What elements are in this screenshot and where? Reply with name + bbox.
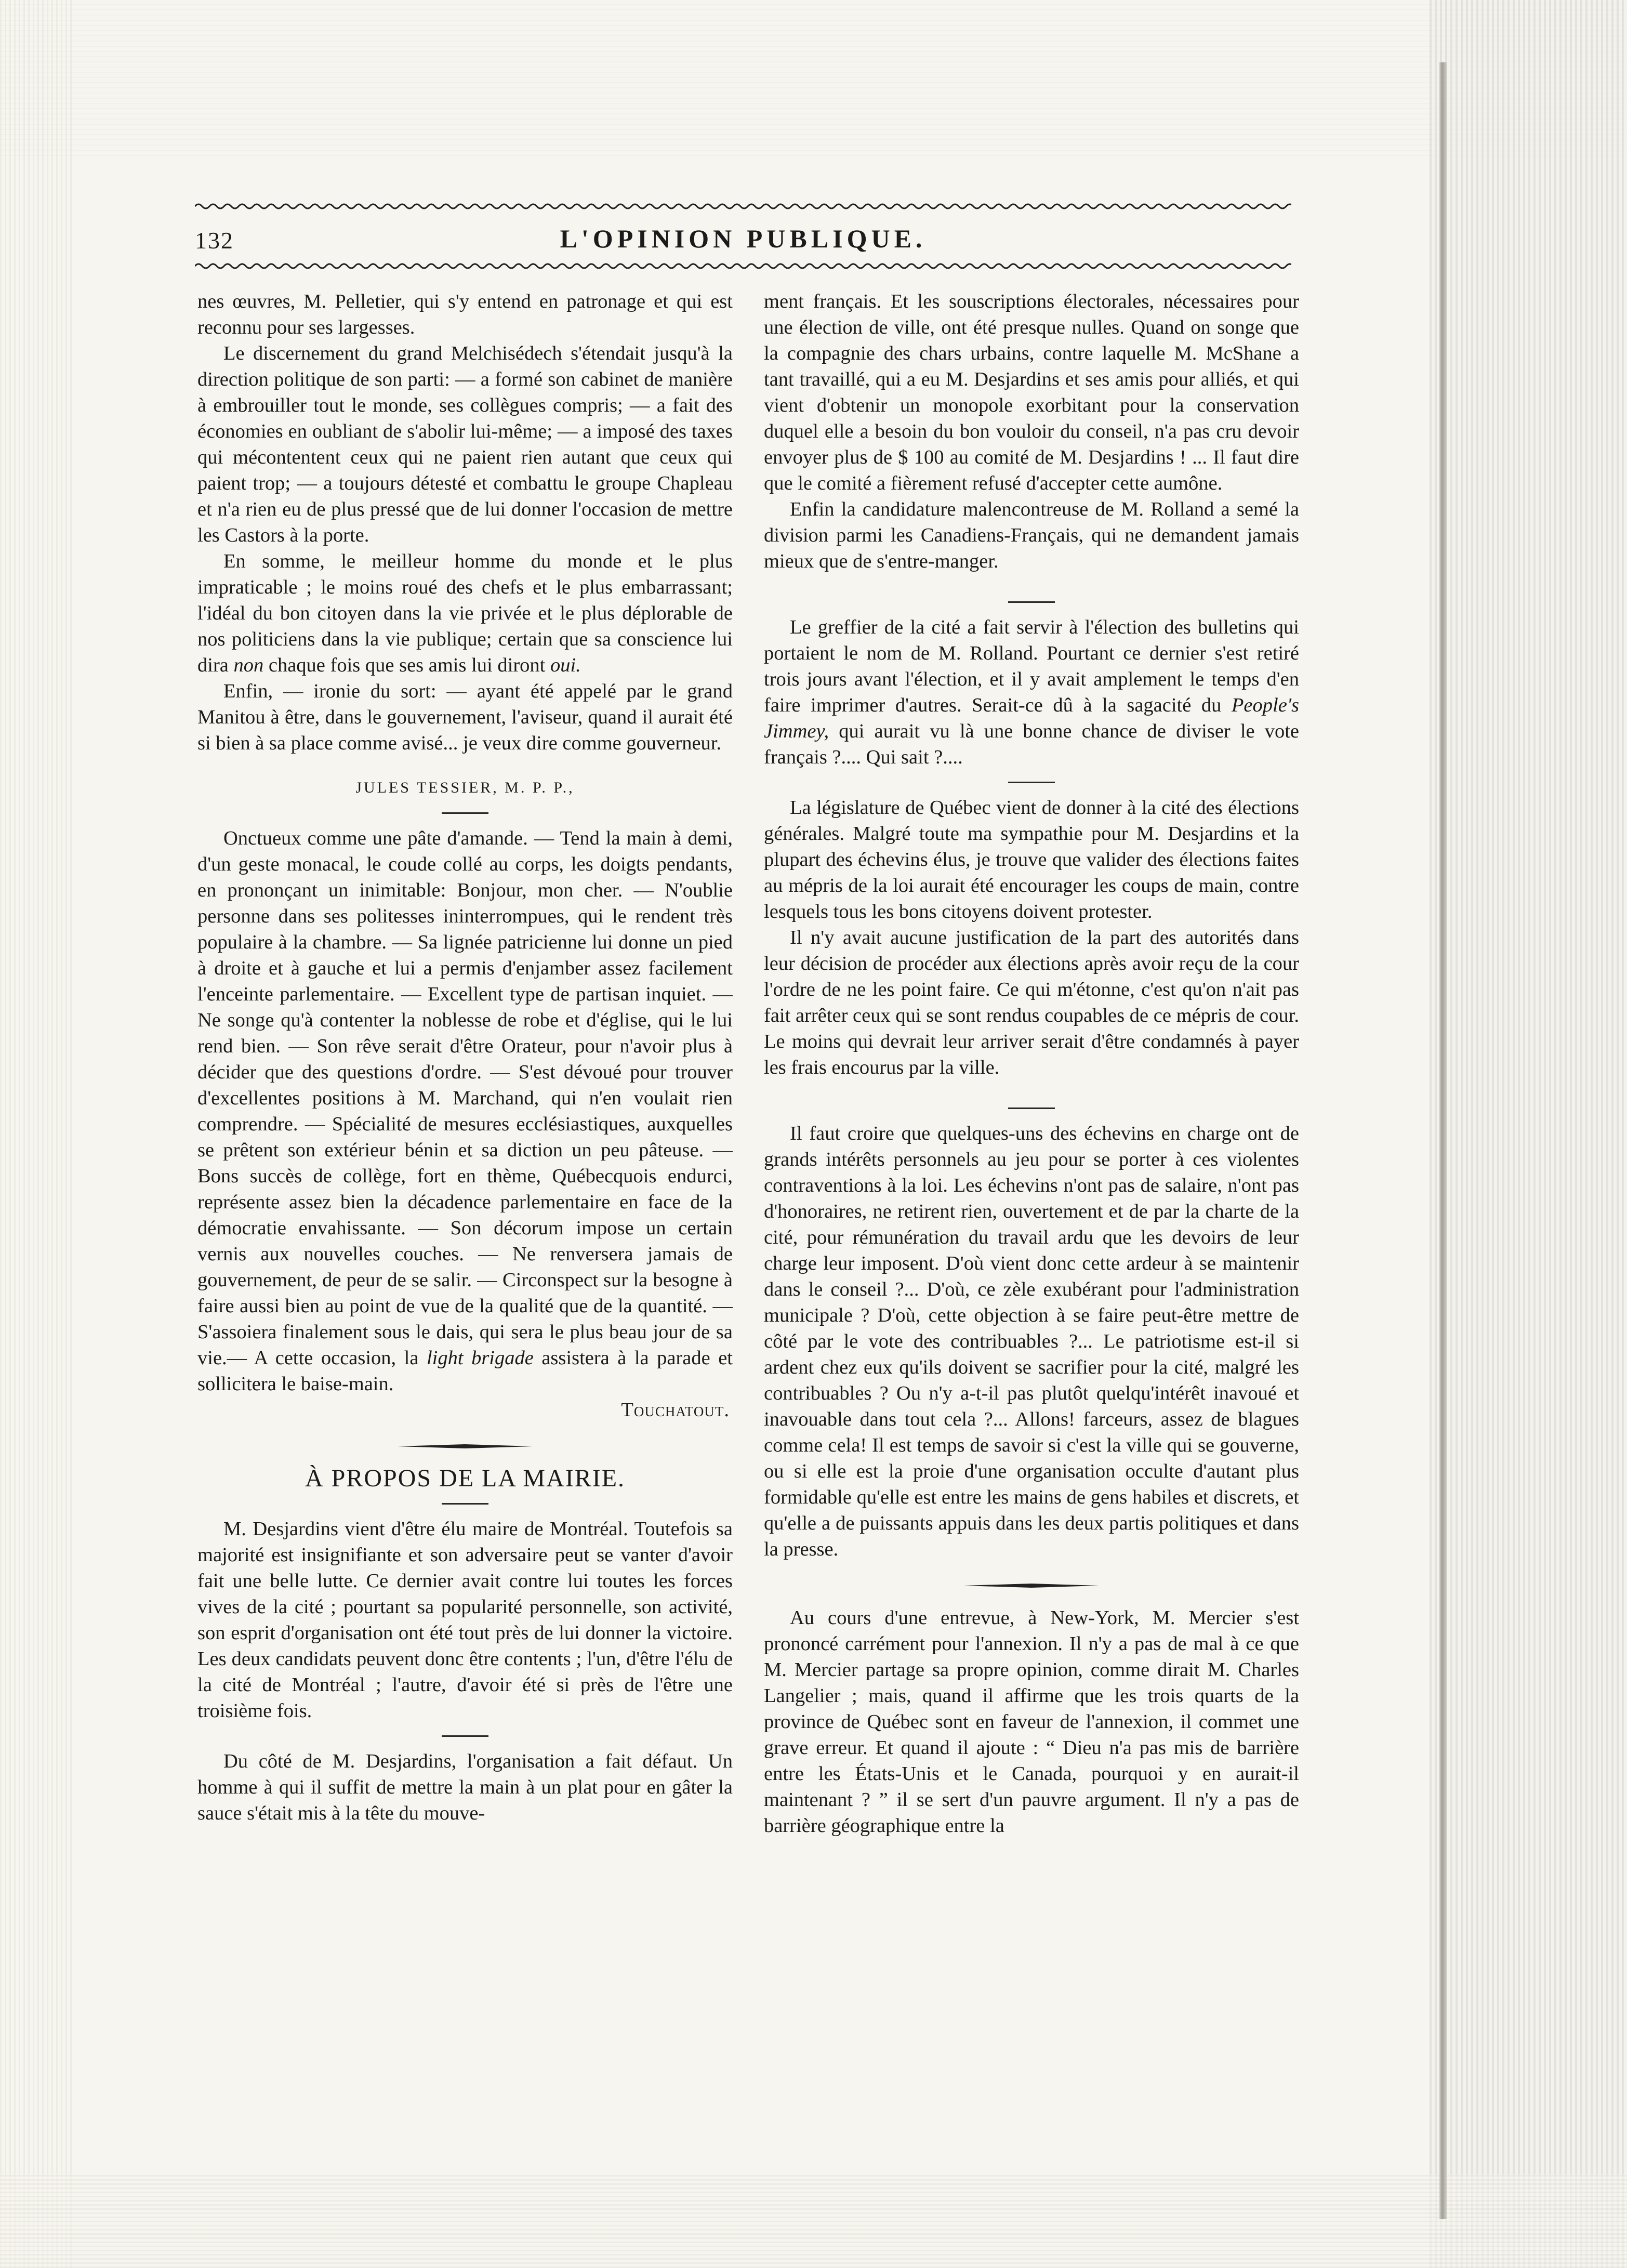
paragraph: ment français. Et les souscriptions électorales, nécessaires pour une élection de ville, ont été presque nulles. Quand on songe que la compagnie des chars urbains, contre laquelle M. McShane a tant travaillé, qui a eu M. Desjardins et ses amis pour alliés, et qui vient d'obtenir un monopole exorbitant pour la conservation duquel elle a besoin du bon vouloir du conseil, n'a pas cru devoir envoyer plus de $ 100 au comité de M. Desjardins ! ... Il faut dire que le comité a fièrement refusé d'accepter cette aumône. xyxy=(764,291,1299,494)
paragraph: Le discernement du grand Melchisédech s'étendait jusqu'à la direction politique de son parti: — a formé son cabinet de manière à embrouiller tout le monde, ses collègues compris; — a fait des économies en oubliant de s'abolir lui-même; — a imposé des taxes qui mécontentent ceux qui ne paient rien autant que ceux qui paient trop; — a toujours détesté et combattu le groupe Chapleau et n'a rien eu de plus pressé que de lui donner l'occasion de mettre les Castors à la porte. xyxy=(197,342,733,546)
short-rule xyxy=(442,1735,488,1737)
paragraph: En somme, le meilleur homme du monde et le plus impraticable ; le moins roué des chefs et le plus embarrassant; l'idéal du bon citoyen dans la vie privée et le plus déplorable de nos politiciens dans la vie publique; certain que sa conscience lui dira non chaque fois que ses amis lui diront oui. xyxy=(197,550,733,676)
paragraph: La législature de Québec vient de donner à la cité des élections générales. Malgré toute ma sympathie pour M. Desjardins et la plupart des échevins élus, je trouve que valider des élections faites au mépris de la loi aurait été encourager les coups de main, contre lesquels tous les bons citoyens doivent protester. xyxy=(764,797,1299,922)
paragraph: Il n'y avait aucune justification de la part des autorités dans leur décision de procéder aux élections après avoir reçu de la cour l'ordre de ne les point faire. Ce qui m'étonne, c'est qu'on n'ait pas fait arrêter ceux qui se sont rendus coupables de ce mépris de cour. Le moins qui devrait leur arriver serait d'être condamnés à payer les frais encourus par la ville. xyxy=(764,927,1299,1078)
paragraph: Au cours d'une entrevue, à New-York, M. Mercier s'est prononcé carrément pour l'annexion. Il n'y a pas de mal à ce que M. Mercier partage sa propre opinion, comme dirait M. Charles Langelier ; mais, quand il affirme que les trois quarts de la province de Québec sont en faveur de l'annexion, il commet une grave erreur. Et quand il ajoute : “ Dieu n'a pas mis de barrière entre les États-Unis et le Canada, pourquoi y en aurait-il maintenant ? ” il se sert d'un pauvre argument. Il n'y a pas de barrière géographique entre la xyxy=(764,1607,1299,1837)
short-rule xyxy=(442,812,488,814)
paragraph: Du côté de M. Desjardins, l'organisation a fait défaut. Un homme à qui il suffit de mettre la main à un plat pour en gâter la sauce s'était mis à la tête du mouve- xyxy=(197,1750,733,1824)
short-rule xyxy=(1008,782,1055,783)
article-byline: JULES TESSIER, M. P. P., xyxy=(355,779,575,796)
paragraph: Enfin la candidature malencontreuse de M. Rolland a semé la division parmi les Canadiens-Français, qui ne demandent jamais mieux que de s'entre-manger. xyxy=(764,498,1299,572)
italic-word: non xyxy=(233,654,264,676)
left-column xyxy=(197,288,733,1826)
bottom-wavy-rule xyxy=(195,260,1291,272)
ornament-divider xyxy=(398,1443,533,1450)
paragraph: Il faut croire que quelques-uns des échevins en charge ont de grands intérêts personnels au jeu pour se porter à ces violentes contraventions à la loi. Les échevins n'ont pas de salaire, n'ont pas d'honoraires, ne retirent rien, ouvertement et de par la charte de la cité, pour rémunération du travail ardu que les devoirs de leur charge leur imposent. D'où vient donc cette ardeur à se maintenir dans le conseil ?... D'où, ce zèle exubérant pour l'administration municipale ? D'où, cette objection à se faire peut-être mettre de côté par le vote des contribuables ?... Le patriotisme est-il si ardent chez eux qu'ils doivent se sacrifier pour la cité, malgré les contribuables ? Ou n'y a-t-il pas plutôt quelqu'intérêt inavoué et inavouable dans tout cela ?... Allons! farceurs, assez de blagues comme cela! Il est temps de savoir si c'est la ville qui se gouverne, ou si elle est la proie d'une organisation occulte d'autant plus formidable qu'elle est entre les mains de gens habiles et discrets, et qu'elle a de puissants appuis dans les deux partis politiques et dans la presse. xyxy=(764,1123,1299,1560)
ornament-divider xyxy=(964,1582,1099,1589)
short-rule xyxy=(442,1503,488,1505)
paragraph: M. Desjardins vient d'être élu maire de Montréal. Toutefois sa majorité est insignifiante et son adversaire peut se vanter d'avoir fait une belle lutte. Ce dernier avait contre lui toutes les forces vives de la cité ; pourtant sa popularité personnelle, son activité, son esprit d'organisation ont été tout près de lui donner la victoire. Les deux candidats peuvent donc être contents ; l'un, d'être l'élu de la cité de Montréal ; l'autre, d'avoir été si près de l'être une troisième fois. xyxy=(197,1518,733,1722)
italic-phrase: light brigade xyxy=(426,1347,534,1369)
italic-word: oui. xyxy=(550,654,581,676)
top-wavy-rule xyxy=(195,200,1291,213)
scan-noise-bottom xyxy=(0,2174,1627,2268)
paragraph: nes œuvres, M. Pelletier, qui s'y entend en patronage et qui est reconnu pour ses largesses. xyxy=(197,291,733,338)
paragraph: Enfin, — ironie du sort: — ayant été appelé par le grand Manitou à être, dans le gouvernement, l'aviseur, quand il aurait été si bien à sa place comme avisé... je veux dire comme gouverneur. xyxy=(197,680,733,754)
scan-noise-right xyxy=(1430,0,1627,2268)
short-rule xyxy=(1008,601,1055,603)
author-signature: Touchatout. xyxy=(621,1399,730,1421)
right-column xyxy=(764,288,1299,1839)
scan-noise-top xyxy=(0,0,1627,156)
page-fold-shadow xyxy=(1439,62,1447,2219)
journal-title: L'OPINION PUBLIQUE. xyxy=(560,224,927,253)
page-header xyxy=(195,223,1291,260)
italic-name: People's Jimmey, xyxy=(764,694,1300,742)
scan-noise-left xyxy=(0,0,73,2268)
paragraph: Le greffier de la cité a fait servir à l'élection des bulletins qui portaient le nom de M. Rolland. Pourtant ce dernier s'est retiré trois jours avant l'élection, et il y avait amplement le temps d'en faire imprimer d'autres. Serait-ce dû à la sagacité du People's Jimmey, qui aurait vu là une bonne chance de diviser le vote français ?.... Qui sait ?.... xyxy=(764,616,1300,768)
page-number: 132 xyxy=(195,227,234,254)
section-heading: À PROPOS DE LA MAIRIE. xyxy=(305,1465,626,1492)
paragraph: Onctueux comme une pâte d'amande. — Tend la main à demi, d'un geste monacal, le coude collé au corps, les doigts pendants, en prononçant un inimitable: Bonjour, mon cher. — N'oublie personne dans ses politesses ininterrompues, qui le rendent très populaire à la chambre. — Sa lignée patricienne lui donne un pied à droite et à gauche et lui a permis d'enjamber assez facilement l'enceinte parlementaire. — Excellent type de partisan inquiet. — Ne songe qu'à contenter la noblesse de robe et d'église, qui le lui rend bien. — Son rêve serait d'être Orateur, pour n'avoir plus à décider que des questions d'ordre. — S'est dévoué pour trouver d'excellentes positions à M. Marchand, qui n'en voulait rien comprendre. — Spécialité de mesures ecclésiastiques, auxquelles se prêtent son extérieur bénin et sa diction un peu pâteuse. — Bons succès de collège, fort en thème, Québecquois endurci, représente assez bien la décadence parlementaire en face de la démocratie envahissante. — Son décorum impose un certain vernis aux nouvelles couches. — Ne renversera jamais de gouvernement, de peur de se salir. — Circonspect sur la besogne à faire aussi bien au point de vue de la qualité que de la quantité. — S'assoiera finalement sous le dais, qui sera le plus beau jour de sa vie.— A cette occasion, la light brigade assistera à la parade et sollicitera le baise-main. xyxy=(197,827,733,1395)
short-rule xyxy=(1008,1107,1055,1109)
